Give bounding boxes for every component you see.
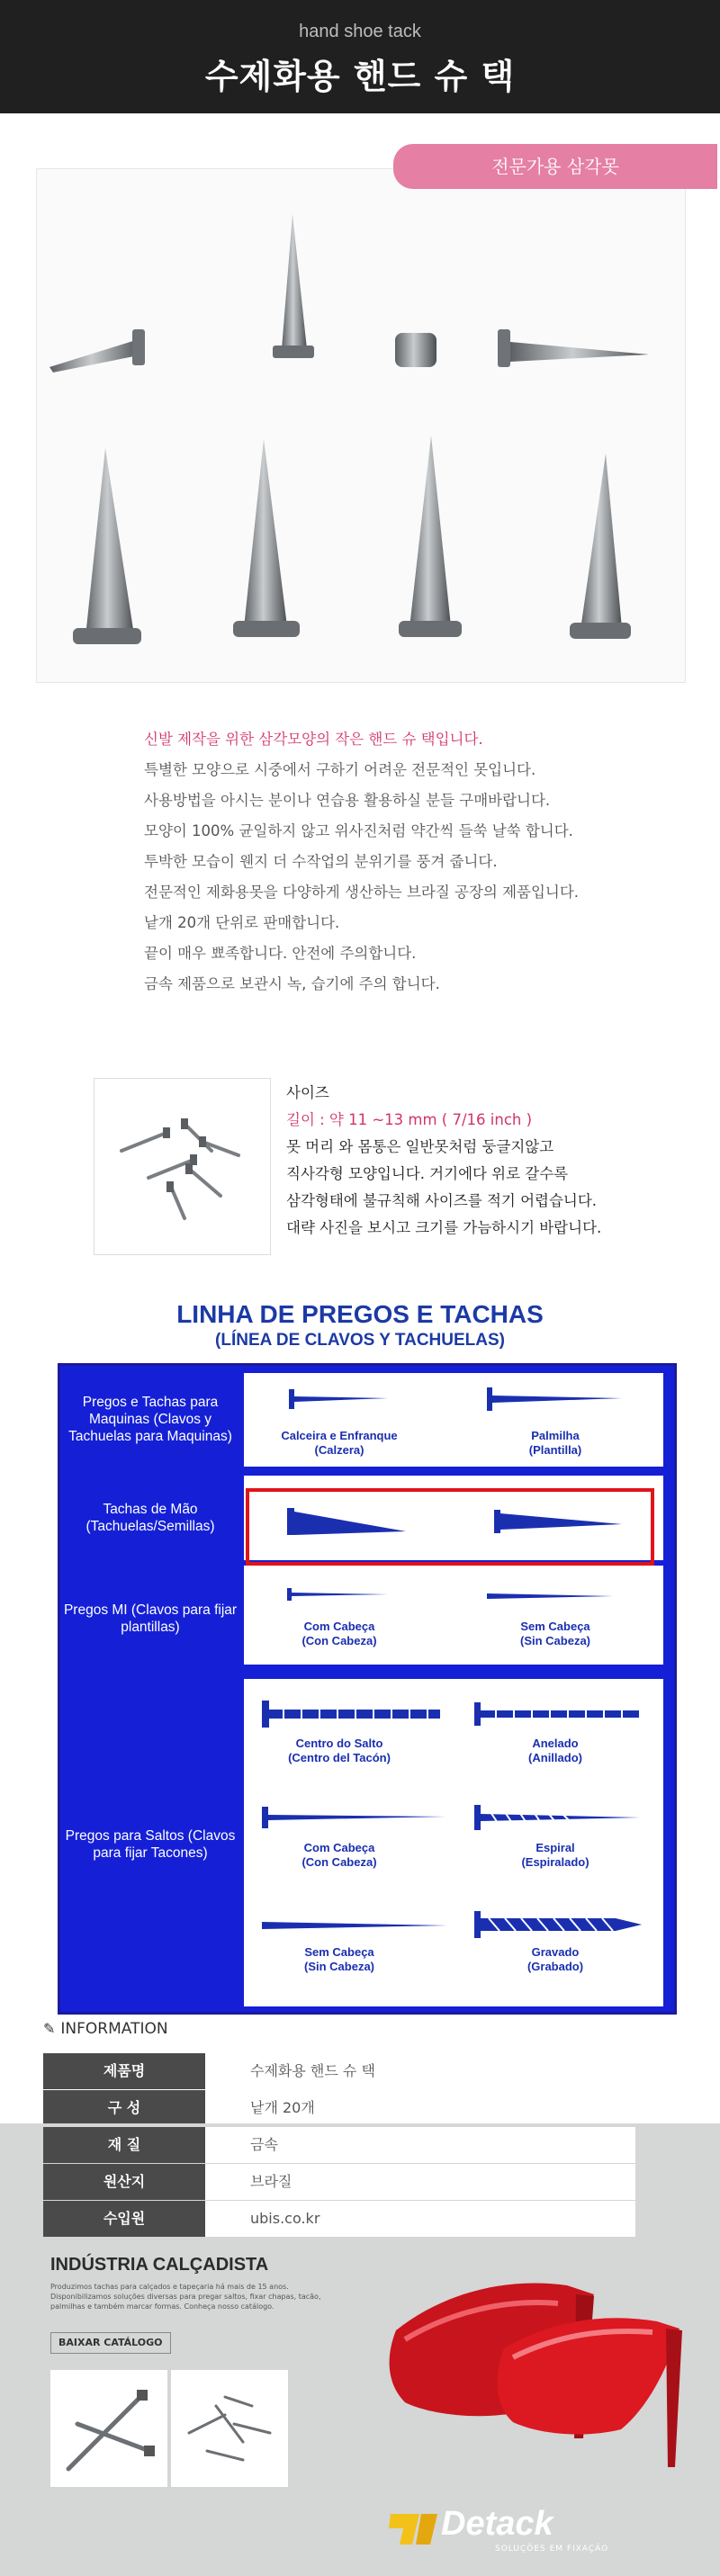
edit-icon: ✎	[43, 2020, 56, 2037]
nail-illustration	[469, 1803, 649, 1834]
tack-bottom-3	[399, 435, 462, 637]
catalog-title: LINHA DE PREGOS E TACHAS	[176, 1300, 544, 1328]
nail-illustration	[478, 1587, 622, 1605]
page-title: 수제화용 핸드 슈 택	[204, 57, 516, 96]
description-highlight: 신발 제작을 위한 삼각모양의 작은 핸드 슈 택입니다.	[144, 731, 483, 748]
info-row	[43, 2090, 635, 2126]
catalog-category: Pregos MI (Clavos para fijar plantillas)	[63, 1602, 238, 1635]
footer-title: INDÚSTRIA CALÇADISTA	[50, 2255, 269, 2275]
description-line: 모양이 100% 균일하지 않고 위사진처럼 약간씩 들쑥 날쑥 합니다.	[144, 822, 573, 839]
catalog-item-label: Sem Cabeça (Sin Cabeza)	[303, 1945, 374, 1973]
catalog-item-label: Sem Cabeça (Sin Cabeza)	[519, 1620, 590, 1647]
info-row	[43, 2201, 635, 2237]
size-info	[286, 1080, 664, 1242]
product-photo	[36, 168, 686, 683]
catalog-item-label: Espiral (Espiralado)	[521, 1841, 590, 1869]
catalog-item-label: Com Cabeça (Con Cabeza)	[302, 1620, 377, 1647]
information-heading: ✎ INFORMATION	[43, 2020, 168, 2038]
catalog-subtitle: (LÍNEA DE CLAVOS Y TACHUELAS)	[215, 1331, 505, 1350]
tack-upright	[273, 214, 314, 358]
red-shoes-image	[369, 2222, 711, 2474]
nail-illustration	[256, 1915, 454, 1936]
nail-illustration	[469, 1909, 649, 1942]
catalog-row-mi	[244, 1566, 663, 1665]
hand-tack-illustration	[487, 1504, 631, 1540]
description-line: 낱개 20개 단위로 판매합니다.	[144, 914, 340, 931]
catalog-row-hand-tacks	[244, 1476, 663, 1560]
header-subtitle: hand shoe tack	[299, 22, 421, 41]
size-line: 못 머리 와 몸통은 일반못처럼 둥글지않고	[286, 1138, 554, 1155]
catalog-row-machine	[244, 1373, 663, 1467]
hand-tack-illustration	[280, 1504, 415, 1540]
info-key: 재 질	[43, 2127, 205, 2163]
description-line: 투박한 모습이 웬지 더 수작업의 분위기를 풍겨 줍니다.	[144, 853, 498, 870]
catalog-title-block	[54, 1300, 666, 1351]
size-thumbnail	[94, 1078, 271, 1255]
tack-bottom-1	[73, 448, 141, 644]
catalog-item-label: Anelado (Anillado)	[528, 1737, 582, 1764]
nail-illustration	[280, 1386, 397, 1413]
size-line: 대략 사진을 보시고 크기를 가늠하시기 바랍니다.	[286, 1219, 602, 1236]
catalog-item-label: Calceira e Enfranque (Calzera)	[281, 1429, 398, 1457]
info-row	[43, 2053, 635, 2089]
catalog-category: Tachas de Mão (Tachuelas/Semillas)	[86, 1502, 215, 1534]
catalog-table	[58, 1363, 677, 2015]
description-line: 끝이 매우 뾰족합니다. 안전에 주의합니다.	[144, 945, 417, 962]
catalog-item-label: Centro do Salto (Centro del Tacón)	[288, 1737, 391, 1764]
category-badge: 전문가용 삼각못	[393, 144, 717, 189]
nail-illustration	[469, 1699, 649, 1731]
catalog-item-label: Gravado (Grabado)	[526, 1945, 584, 1973]
info-value: 수제화용 핸드 슈 택	[205, 2053, 635, 2089]
tack-bottom-2	[233, 439, 300, 637]
catalog-item-label: Palmilha (Plantilla)	[528, 1429, 582, 1457]
info-value: 브라질	[205, 2164, 635, 2200]
brand-logo	[387, 2501, 693, 2555]
size-line: 직사각형 모양입니다. 거기에다 위로 갈수록	[286, 1165, 569, 1182]
size-length: 길이 : 약 11 ~13 mm ( 7/16 inch )	[286, 1111, 533, 1128]
size-label: 사이즈	[286, 1084, 329, 1101]
tack-side-left	[50, 329, 145, 372]
info-row	[43, 2127, 635, 2163]
brand-name: Detack	[441, 2505, 554, 2543]
tack-bottom-4	[570, 453, 631, 639]
footer-photo-tacks	[171, 2370, 288, 2487]
description-line: 특별한 모양으로 시중에서 구하기 어려운 전문적인 못입니다.	[144, 761, 536, 778]
description-line: 금속 제품으로 보관시 녹, 습기에 주의 합니다.	[144, 975, 440, 992]
page-header	[0, 0, 720, 113]
description-line: 사용방법을 아시는 분이나 연습용 활용하실 분들 구매바랍니다.	[144, 792, 551, 809]
catalog-row-heels	[244, 1679, 663, 2006]
info-key: 제품명	[43, 2053, 205, 2089]
nail-illustration	[256, 1805, 454, 1832]
info-value: ubis.co.kr	[205, 2201, 635, 2237]
brand-logo-mark	[387, 2509, 441, 2548]
info-key: 수입원	[43, 2201, 205, 2237]
tack-head	[395, 333, 436, 367]
nail-illustration	[256, 1697, 454, 1733]
info-row	[43, 2164, 635, 2200]
nail-illustration	[280, 1585, 397, 1603]
footer-text: Produzimos tachas para calçados e tapeçaria há mais de 15 anos. Disponibilizamos soluções diversas para pregar saltos, fixar chapas, tacão, palmilhas e também marcar formas. Conheça nosso catálogo.	[50, 2283, 321, 2311]
footer-photo-nails	[50, 2370, 167, 2487]
catalog-category: Pregos para Saltos (Clavos para fijar Tacones)	[65, 1828, 236, 1861]
nail-illustration	[478, 1386, 631, 1413]
info-key: 구 성	[43, 2090, 205, 2126]
brand-tagline: SOLUÇÕES EM FIXAÇÃO	[495, 2545, 609, 2554]
download-catalog-button[interactable]: BAIXAR CATÁLOGO	[50, 2332, 171, 2354]
product-description	[144, 724, 648, 1000]
info-value: 낱개 20개	[205, 2090, 635, 2126]
description-line: 전문적인 제화용못을 다양하게 생산하는 브라질 공장의 제품입니다.	[144, 884, 580, 901]
info-key: 원산지	[43, 2164, 205, 2200]
size-line: 삼각형태에 불규칙해 사이즈를 적기 어렵습니다.	[286, 1192, 598, 1209]
info-value: 금속	[205, 2127, 635, 2163]
tack-side-right	[498, 329, 649, 367]
catalog-category: Pregos e Tachas para Maquinas (Clavos y Tachuelas para Maquinas)	[68, 1394, 232, 1444]
catalog-item-label: Com Cabeça (Con Cabeza)	[302, 1841, 377, 1869]
